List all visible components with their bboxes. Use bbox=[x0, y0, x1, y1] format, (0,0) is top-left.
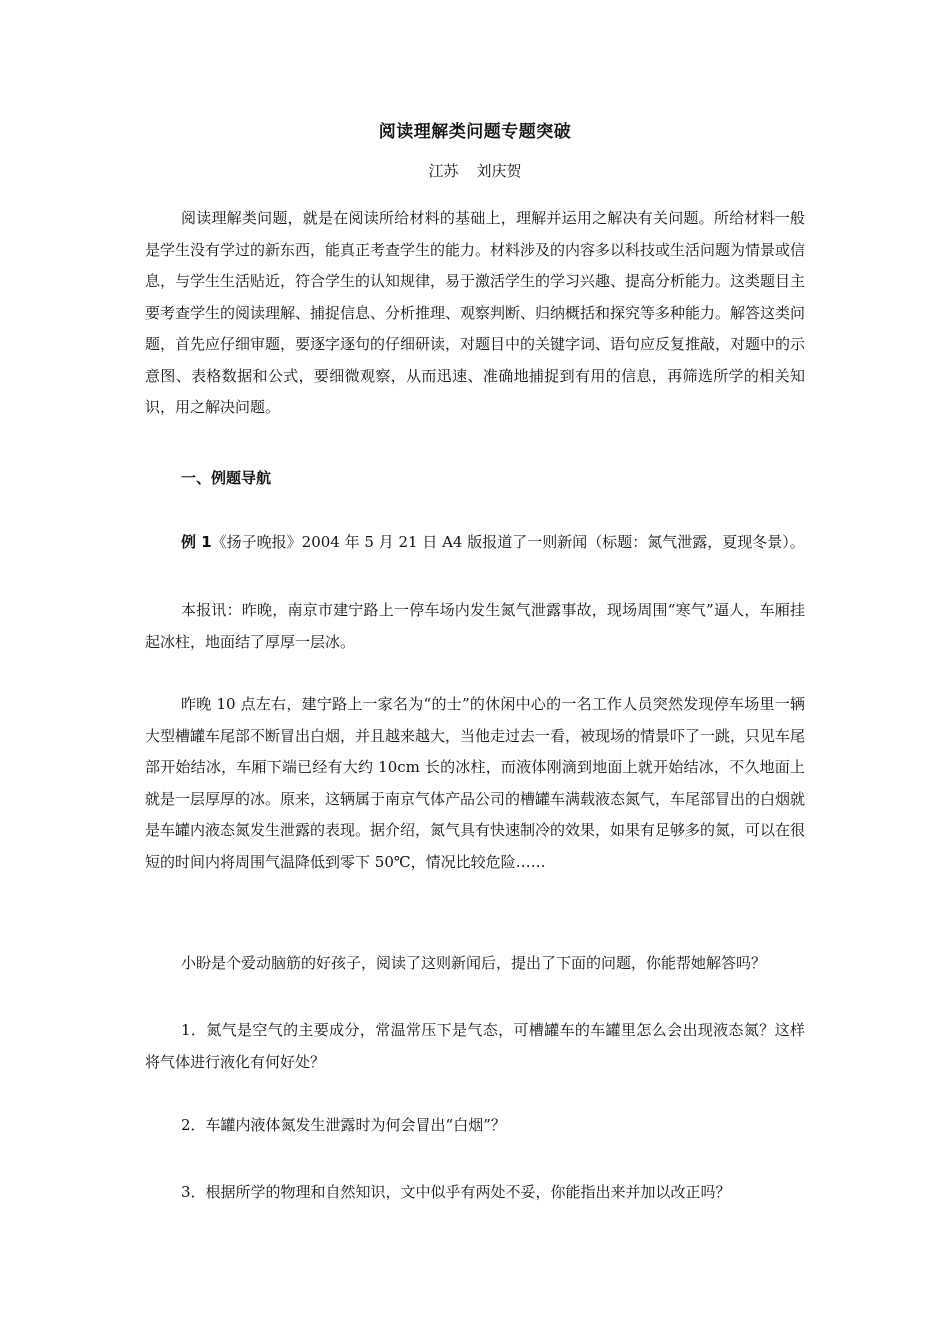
author-line bbox=[0, 160, 950, 181]
author-name: 刘庆贺 bbox=[476, 162, 522, 180]
example-1-text: 《扬子晚报》2004 年 5 月 21 日 A4 版报道了一则新闻（标题：氮气泄露，夏现冬景）。 bbox=[211, 533, 805, 551]
news-paragraph-1: 本报讯：昨晚，南京市建宁路上一停车场内发生氮气泄露事故，现场周围“寒气”逼人，车厢挂起冰柱，地面结了厚厚一层冰。 bbox=[145, 601, 805, 651]
question-3: 3．根据所学的物理和自然知识，文中似乎有两处不妥，你能指出来并加以改正吗？ bbox=[181, 1183, 731, 1201]
section-heading: 一、例题导航 bbox=[181, 469, 272, 487]
question-prompt: 小盼是个爱动脑筋的好孩子，阅读了这则新闻后，提出了下面的问题，你能帮她解答吗？ bbox=[181, 954, 767, 972]
author-region: 江苏 bbox=[428, 162, 459, 180]
question-2: 2．车罐内液体氮发生泄露时为何会冒出“白烟”？ bbox=[181, 1116, 506, 1134]
example-1-paragraph bbox=[145, 527, 805, 559]
document-title: 阅读理解类问题专题突破 bbox=[378, 122, 572, 142]
example-1-label: 例 1 bbox=[181, 533, 212, 551]
question-1: 1．氮气是空气的主要成分，常温常压下是气态，可槽罐车的车罐里怎么会出现液态氮？这样将气体进行液化有何好处？ bbox=[145, 1021, 805, 1071]
news-paragraph-2: 昨晚 10 点左右，建宁路上一家名为“的士”的休闲中心的一名工作人员突然发现停车场里一辆大型槽罐车尾部不断冒出白烟，并且越来越大，当他走过去一看，被现场的情景吓了一跳，只见车尾部开始结冰，车厢下端已经有大约 10cm 长的冰柱，而液体刚滴到地面上就开始结冰，不久地面上就是一层厚厚的冰。原来，这辆属于南京气体产品公司的槽罐车满载液态氮气，车尾部冒出的白烟就是车罐内液态氮发生泄露的表现。据介绍，氮气具有快速制冷的效果，如果有足够多的氮，可以在很短的时间内将周围气温降低到零下 50℃，情况比较危险…… bbox=[145, 695, 806, 871]
intro-paragraph: 阅读理解类问题，就是在阅读所给材料的基础上，理解并运用之解决有关问题。所给材料一般是学生没有学过的新东西，能真正考查学生的能力。材料涉及的内容多以科技或生活问题为情景或信息，与学生生活贴近，符合学生的认知规律，易于激活学生的学习兴趣、提高分析能力。这类题目主要考查学生的阅读理解、捕捉信息、分析推理、观察判断、归纳概括和探究等多种能力。解答这类问题，首先应仔细审题，要逐字逐句的仔细研读，对题目中的关键字词、语句应反复推敲，对题中的示意图、表格数据和公式，要细微观察，从而迅速、准确地捕捉到有用的信息，再筛选所学的相关知识，用之解决问题。 bbox=[145, 209, 806, 416]
